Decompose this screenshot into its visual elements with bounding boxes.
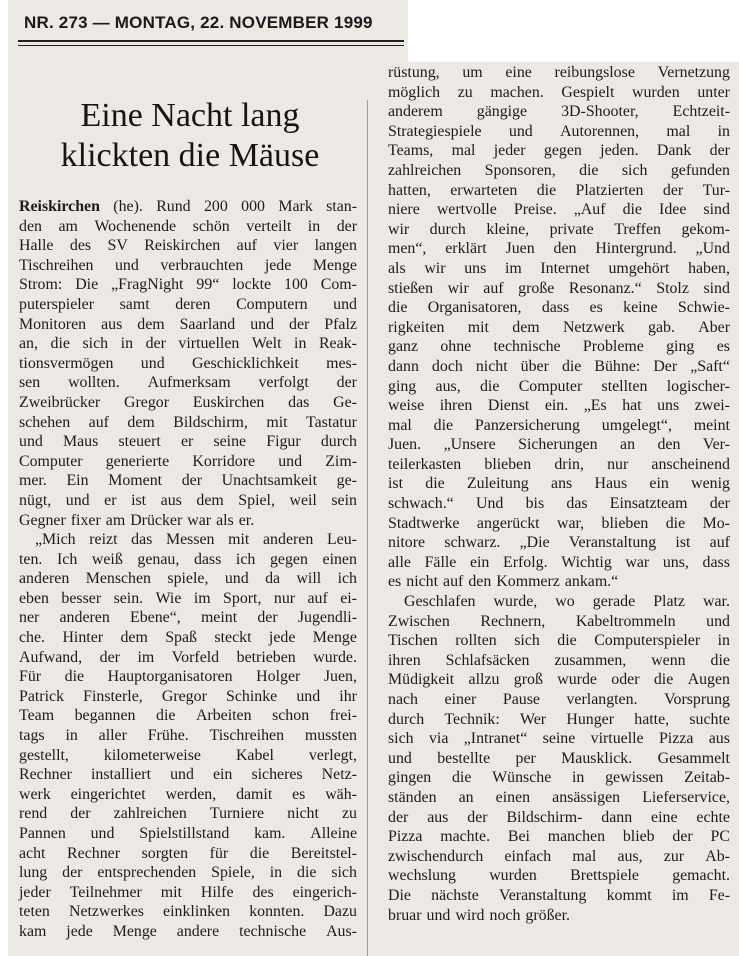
text-line: lung der entsprechenden Spiele, in die sich [19,864,357,882]
text-line: Zwischen Rechnern, Kabeltrommeln und [388,612,730,630]
dateline-rule-thin [18,45,404,46]
text-line: alle Fälle ein Erfolg. Wichtig war uns, dass [388,553,730,571]
text-line: anderen Menschen spiele, und da will ich [19,570,357,588]
headline-line-2: klickten die Mäuse [60,137,320,174]
text-line: durch Technik: Wer Hunger hatte, suchte [388,710,730,728]
text-line: Reiskirchen (he). Rund 200 000 Mark stan- [19,198,357,215]
text-line: ihren Schlafsäcken zusammen, wenn die [388,651,730,669]
text-line: Rechner installiert und ein sicheres Netz- [19,766,357,784]
text-line: Gegner fixer am Drücker war als er. [19,511,255,529]
text-line: mer. Ein Moment der Unachtsamkeit ge- [19,472,357,490]
text-line: ist die Zuleitung ans Haus ein wenig [388,475,730,493]
text-line: nach einer Pause verlangten. Vorsprung [388,691,730,708]
text-line: teten Netzwerkes einklinken konnten. Dazu [19,903,357,921]
text-line: und Maus steuert er seine Figur durch [19,433,357,451]
text-line: rüstung, um eine reibungslose Vernetzung [388,64,730,81]
text-line: Stadtwerke angerückt war, blieben die Mo- [388,514,730,532]
text-line: und bestellte per Mausklick. Gesammelt [388,749,730,767]
text-line: puterspieler samt deren Computern und [19,295,357,313]
text-line: sich via „Intranet“ seine virtuelle Pizza aus [388,730,730,748]
text-line: tags in aller Frühe. Tischreihen mussten [19,727,357,745]
text-line: mal die Panzersicherung umgelegt“, meint [388,416,730,434]
text-line: nitore schwarz. „Die Veranstaltung ist auf [388,534,730,552]
text-line: „Mich reizt das Messen mit anderen Leu- [35,531,357,549]
headline [16,96,364,176]
text-line: Halle des SV Reiskirchen auf vier langen [19,237,357,255]
text-line: die Organisatoren, dass es keine Schwie- [388,299,730,317]
text-line: kam jede Menge andere technische Aus- [19,922,357,940]
text-line: Pizza machte. Bei manchen blieb der PC [388,828,730,846]
text-line: hatten, erwarteten die Platzierten der Tur- [388,181,730,199]
text-line: Strategiespiele und Autorennen, mal in [388,122,730,140]
text-line: Müdigkeit allzu groß wurde oder die Augen [388,671,730,689]
article-column-right [388,63,730,925]
dateline: NR. 273 — MONTAG, 22. NOVEMBER 1999 [24,13,373,32]
text-line: Die nächste Veranstaltung kommt im Fe- [388,886,730,904]
text-line: tionsvermögen und Geschicklichkeit mes- [19,354,357,372]
text-line: ging aus, die Computer stellten logischer- [388,377,730,395]
text-line: jeder Teilnehmer mit Hilfe des eingerich- [19,883,357,901]
text-line: ner anderen Ebene“, meint der Jugendli- [19,609,357,627]
text-line: Team begannen die Arbeiten schon frei- [19,707,357,725]
text-line: Für die Hauptorganisatoren Holger Juen, [19,668,357,686]
text-line: zahlreichen Sponsoren, die sich gefunden [388,161,730,179]
headline-line-1: Eine Nacht lang [80,97,300,134]
dateline-box [18,8,404,48]
text-line: eben besser sein. Wie im Sport, nur auf ei- [19,589,357,607]
text-line: Juen. „Unsere Sicherungen an den Ver- [388,436,730,454]
text-line: es nicht auf den Kommerz ankam.“ [388,573,619,591]
text-line: zwischendurch einfach mal aus, zur Ab- [388,847,730,865]
text-line: rend der zahlreichen Turniere nicht zu [19,805,357,823]
text-line: Strom: Die „FragNight 99“ lockte 100 Com- [19,276,357,294]
text-line: niere wertvolle Preise. „Auf die Idee sind [388,201,730,219]
text-line: sen wollten. Aufmerksam verfolgt der [19,374,357,392]
text-line: an, die sich in der virtuellen Welt in Reak- [19,335,357,353]
dateline-rule [18,40,404,42]
text-line: Pannen und Spielstillstand kam. Alleine [19,825,357,842]
text-line: acht Rechner sorgten für die Bereitstel- [19,844,357,862]
text-line: gestellt, kilometerweise Kabel verlegt, [19,746,357,764]
text-line: teilerkasten blieben drin, nur anscheinend [388,455,730,473]
text-line: als wir uns im Internet umgehört haben, [388,259,730,277]
text-line: Zweibrücker Gregor Euskirchen das Ge- [19,393,357,411]
text-line: schehen auf dem Bildschirm, mit Tastatur [19,413,357,431]
text-line: Teams, mal jeder gegen jeden. Dank der [388,142,730,160]
text-line: Computer generierte Korridore und Zim- [19,452,357,470]
text-line: rigkeiten mit dem Netzwerk gab. Aber [388,318,730,336]
text-line: der aus der Bildschirm- dann eine echte [388,808,730,826]
text-line: che. Hinter dem Spaß steckt jede Menge [19,629,357,647]
text-line: Geschlafen wurde, wo gerade Platz war. [404,593,730,611]
text-line: ten. Ich weiß genau, dass ich gegen einen [19,550,357,568]
text-line: dann doch nicht über die Bühne: Der „Saft“ [388,357,730,375]
text-line: anderem gängige 3D-Shooter, Echtzeit- [388,103,730,121]
text-line: den am Wochenende schön verteilt in der [19,217,357,235]
text-line: Aufwand, der im Vorfeld betrieben wurde. [19,648,357,666]
text-line: ständen an einen ansässigen Lieferservice, [388,788,730,806]
text-line: ganz ohne technische Probleme ging es [388,338,730,356]
text-line: werk eingerichtet werden, damit es wäh- [19,785,357,803]
text-line: gingen die Wünsche in gewissen Zeitab- [388,769,730,787]
text-line: Tischreihen und verbrauchten jede Menge [19,256,357,274]
text-line: nügt, und er ist aus dem Spiel, weil sein [19,491,357,509]
text-line: men“, erklärt Juen den Hintergrund. „Und [388,240,730,258]
text-line: schwach.“ Und bis das Einsatzteam der [388,495,730,513]
column-divider [367,100,368,956]
text-line: Tischen rollten sich die Computerspieler in [388,632,730,650]
text-line: stießen wir auf große Resonanz.“ Stolz sind [388,279,730,297]
text-line: Patrick Finsterle, Gregor Schinke und ihr [19,687,357,705]
article-column-left [19,197,357,942]
text-line: wir durch kleine, private Treffen gekom- [388,220,730,238]
text-line: weise ihren Dienst ein. „Es hat uns zwei- [388,397,730,415]
text-line: wechslung wurden Brettspiele gemacht. [388,867,730,885]
text-line: Monitoren aus dem Saarland und der Pfalz [19,315,357,333]
text-line: bruar und wird noch größer. [388,906,570,924]
text-line: möglich zu machen. Gespielt wurden unter [388,83,730,101]
